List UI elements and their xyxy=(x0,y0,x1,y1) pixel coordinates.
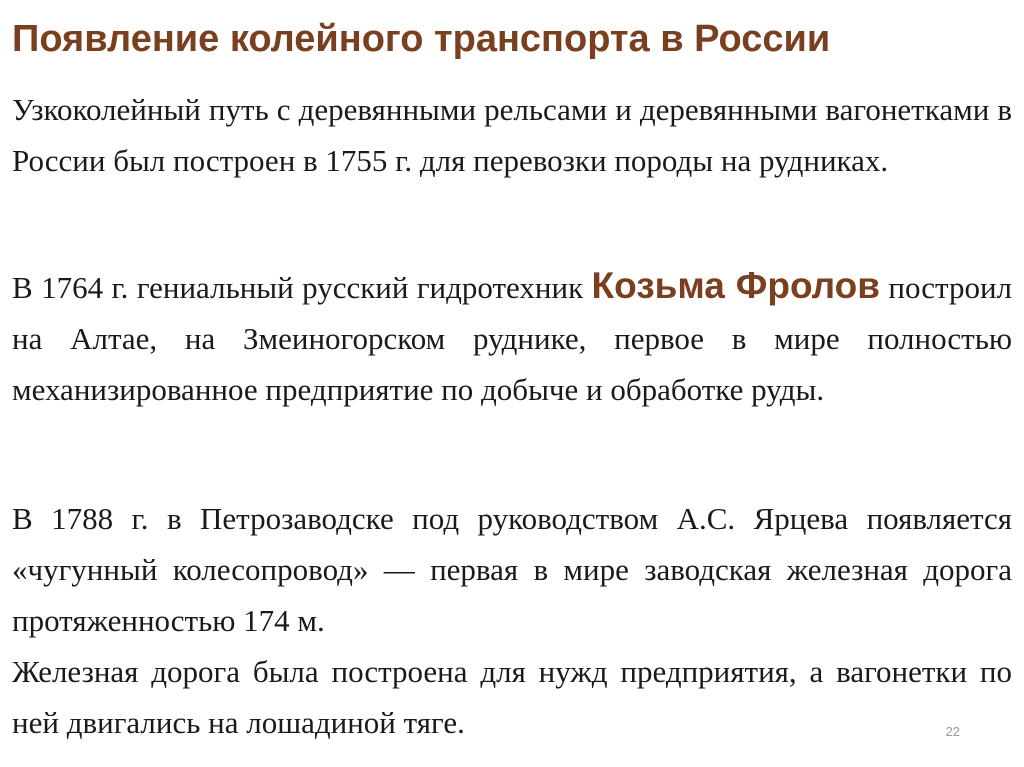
slide-title: Появление колейного транспорта в России xyxy=(12,18,831,60)
paragraph-2-text-before: В 1764 г. гениальный русский гидротехник xyxy=(12,270,592,305)
paragraph-2 xyxy=(12,260,1012,415)
highlighted-name: Козьма Фролов xyxy=(591,265,880,306)
paragraph-1: Узкоколейный путь с деревянными рельсами и деревянными вагонетками в России был построен в 1755 г. для перевозки породы на рудниках. xyxy=(12,92,1012,178)
paragraph-4: Железная дорога была построена для нужд предприятия, а вагонетки по ней двигались на лошадиной тяге. xyxy=(12,654,1012,740)
page-number: 22 xyxy=(945,724,960,739)
paragraph-2-text-after: построил на Алтае, на Змеиногорском руднике, первое в мире полностью механизированное предприятие по добыче и обработке руды. xyxy=(12,270,1012,407)
paragraph-3: В 1788 г. в Петрозаводске под руководством А.С. Ярцева появляется «чугунный колесопровод» — первая в мире заводская железная дорога протяженностью 174 м. xyxy=(12,501,1012,638)
